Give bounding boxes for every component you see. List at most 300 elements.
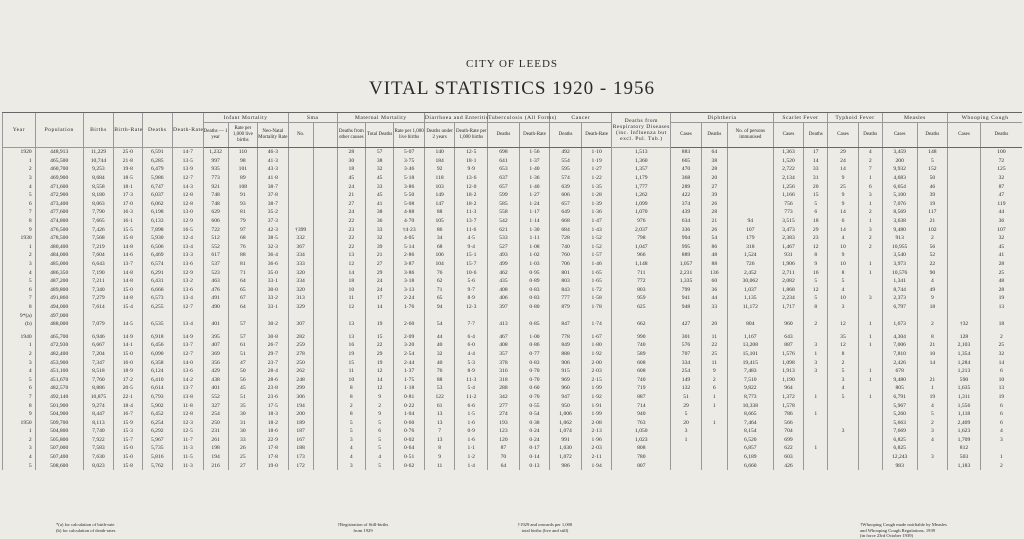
table-row [3,341,1023,350]
year-cell: 7 [3,208,36,217]
data-cell: 11·3 [455,375,488,384]
data-cell: 13 [424,436,455,445]
data-cell: 1·96 [581,436,612,445]
data-cell: 25 [701,350,727,359]
data-cell: 5 [337,427,365,436]
data-cell: 7,211 [83,277,114,286]
data-cell [288,200,313,209]
data-cell: 5,735 [142,444,173,453]
data-cell: 3 [828,427,859,436]
data-cell: 8·9 [455,294,488,303]
data-cell: 11·2 [455,393,488,402]
data-cell: 1·47 [581,217,612,226]
data-cell [804,384,828,393]
data-cell: 38 [366,157,394,166]
data-cell: 558 [488,208,520,217]
data-cell: 18 [804,217,828,226]
data-cell: 552 [203,243,228,252]
data-cell: 4 [828,234,859,243]
data-cell: 0·9 [455,427,488,436]
data-cell: 122 [424,393,455,402]
year-cell: 9 [3,410,36,419]
data-cell: 329 [288,303,313,312]
year-cell: 8 [3,401,36,410]
data-cell: 921 [203,182,228,191]
data-cell: 45 [366,174,394,183]
data-cell: 714 [612,401,671,410]
data-cell: 6,431 [142,277,173,286]
data-cell: 7·7 [455,320,488,329]
data-cell: 13·8 [173,393,204,402]
data-cell: 798 [612,234,671,243]
year-cell: 2 [3,251,36,260]
data-cell: 27 [337,200,365,209]
year-cell: 2 [3,436,36,445]
data-cell: 20 [701,320,727,329]
data-cell: 342 [488,393,520,402]
data-cell: 64 [228,277,257,286]
data-cell: 13·7 [114,260,142,269]
footnote-line: (b) for calculation of death-rates [56,527,116,533]
data-cell: 777 [550,294,582,303]
data-cell: 20·5 [114,384,142,393]
data-cell: 18·1 [455,157,488,166]
data-cell: 966 [612,251,671,260]
year-cell: 1940 [3,332,36,341]
data-cell: 179 [727,234,773,243]
year-cell: 1 [3,341,36,350]
data-cell: 6,797 [882,303,917,312]
data-cell: 773 [203,174,228,183]
data-cell: 13·4 [173,320,204,329]
col-header: Deaths [858,123,882,148]
data-cell [313,320,337,329]
data-cell: 653 [488,165,520,174]
footnote-whooping-cough [860,522,1010,539]
data-cell: 12 [366,367,394,376]
data-cell: 14 [366,303,394,312]
data-cell: 254 [203,410,228,419]
data-cell: 533 [488,234,520,243]
group-measles: Measles [882,113,947,123]
footnote-total-births [510,522,580,533]
data-cell: 2,409 [948,418,981,427]
data-cell: 8,569 [882,208,917,217]
data-cell: 8,518 [83,367,114,376]
data-cell: 5·3 [455,358,488,367]
data-cell: 8,744 [882,286,917,295]
data-cell: 6,535 [142,320,173,329]
year-cell: (b) [3,320,36,329]
data-cell: 17·2 [114,375,142,384]
data-cell: 23 [804,234,828,243]
year-cell: 2 [3,165,36,174]
city-heading: CITY OF LEEDS [465,58,559,70]
data-cell: 148 [917,148,948,157]
data-cell: 2 [858,208,882,217]
data-cell: 29 [828,148,859,157]
data-cell: 1,284 [948,358,981,367]
data-cell: 8 [337,410,365,419]
data-cell [313,358,337,367]
data-cell: 760 [550,251,582,260]
data-cell [858,384,882,393]
data-cell: 486,350 [35,268,83,277]
data-cell: 32 [980,234,1022,243]
data-cell: 1·37 [394,367,425,376]
data-cell: 54 [701,234,727,243]
table-row [3,358,1023,367]
data-cell: 11 [337,294,365,303]
data-cell: 504,900 [35,410,83,419]
data-cell: 0·02 [394,436,425,445]
data-cell: 1,070 [612,208,671,217]
data-cell: †32 [948,320,981,329]
data-cell: 15·0 [114,350,142,359]
data-cell: 320 [288,268,313,277]
data-cell: 678 [882,367,917,376]
table-row [3,286,1023,295]
data-cell: 17·3 [114,191,142,200]
data-cell: 1·67 [581,332,612,341]
data-cell: 11·3 [173,444,204,453]
data-cell: 13·7 [455,217,488,226]
data-cell: 25 [980,268,1022,277]
data-cell [313,208,337,217]
data-cell: 707 [671,350,702,359]
data-cell: 1·75 [394,375,425,384]
data-cell [313,410,337,419]
data-cell: 1·6 [455,418,488,427]
data-cell: 369 [203,350,228,359]
data-cell: 5·07 [394,148,425,157]
data-cell: 9 [366,393,394,402]
data-cell: 38·5 [258,234,289,243]
data-cell: 29·7 [258,350,289,359]
data-cell: 32 [366,165,394,174]
data-cell: 6 [828,217,859,226]
data-cell: 1,578 [773,401,804,410]
data-cell: 0·81 [394,393,425,402]
data-cell: 8,447 [83,410,114,419]
data-cell: 621 [488,225,520,234]
data-cell: 969 [550,375,582,384]
data-cell: 87 [488,444,520,453]
data-cell: 356 [203,358,228,367]
data-cell: 507,400 [35,453,83,462]
data-cell [313,157,337,166]
data-cell: 2 [337,401,365,410]
data-cell: 334 [288,251,313,260]
data-cell [727,157,773,166]
data-cell [83,311,114,320]
data-cell: 88 [701,260,727,269]
data-cell: 585 [488,200,520,209]
table-row [3,234,1023,243]
data-cell: 18·1 [114,182,142,191]
data-cell: 32 [424,350,455,359]
data-cell: 0·89 [519,277,550,286]
col-header: No. of persons immunised [727,123,773,148]
data-cell: 1·57 [581,251,612,260]
data-cell: 0·17 [519,444,550,453]
data-cell: 427 [671,320,702,329]
col-population: Population [35,113,83,148]
data-cell: 149 [671,375,702,384]
data-cell: 48 [980,277,1022,286]
data-cell: 1,167 [727,332,773,341]
data-cell: 140 [424,148,455,157]
data-cell: 22 [917,260,948,269]
data-cell: 509,700 [35,418,83,427]
data-cell: 10 [828,243,859,252]
data-cell [858,436,882,445]
data-cell: 3·87 [394,260,425,269]
data-cell [948,157,981,166]
data-cell: 2,103 [948,341,981,350]
data-cell [313,217,337,226]
data-cell: 12·9 [173,268,204,277]
data-cell: 1 [804,410,828,419]
data-cell [948,182,981,191]
data-cell: 5 [366,436,394,445]
data-cell: 105 [424,217,455,226]
data-cell: 6 [980,367,1022,376]
group-maternal-mortality: Maternal Mortality [337,113,424,123]
table-row [3,436,1023,445]
data-cell: 9 [701,367,727,376]
table-header [3,113,1023,148]
table-row [3,461,1023,470]
data-cell: 4·05 [394,234,425,243]
data-cell: 24 [366,277,394,286]
data-cell: 65 [424,294,455,303]
data-cell: 15·9 [114,418,142,427]
data-cell: 22 [337,243,365,252]
data-cell: 39 [366,243,394,252]
data-cell: 194 [288,401,313,410]
data-cell: 18·2 [455,191,488,200]
data-cell: 493 [488,251,520,260]
footnote-line: †Whooping Cough made notifiable by Measles [860,522,947,527]
data-cell: 67 [228,294,257,303]
data-cell: 470 [671,165,702,174]
data-cell: 1,360 [612,157,671,166]
data-cell: 15·7 [455,260,488,269]
data-cell: 589 [612,350,671,359]
data-cell: 0·95 [519,268,550,277]
data-cell [313,234,337,243]
data-cell [858,444,882,453]
data-cell: 639 [550,182,582,191]
data-cell: 18·2 [258,418,289,427]
data-cell: 0·70 [519,367,550,376]
data-cell: 12·7 [173,350,204,359]
data-cell: 35 [828,332,859,341]
data-cell: 3,540 [882,251,917,260]
data-cell: 6,643 [83,260,114,269]
year-cell: 4 [3,367,36,376]
data-cell: 56 [917,243,948,252]
data-cell: 92 [424,165,455,174]
data-cell: 887 [773,341,804,350]
data-cell: 5 [917,157,948,166]
data-cell: 2 [858,157,882,166]
data-cell: 30 [228,427,257,436]
data-cell: 14·2 [173,375,204,384]
data-cell: 773 [773,208,804,217]
col-header [313,123,337,148]
data-cell: 10 [980,375,1022,384]
data-cell: 29 [804,225,828,234]
data-cell: 997 [203,157,228,166]
data-cell: 33 [366,225,394,234]
data-cell: 10 [828,294,859,303]
data-cell: 608 [612,367,671,376]
year-cell: 9 [3,225,36,234]
data-cell: 1·40 [519,182,550,191]
data-cell: 318 [488,375,520,384]
data-cell: 6,285 [142,157,173,166]
data-cell: 8 [337,384,365,393]
data-cell: 803 [550,277,582,286]
data-cell: 906 [550,358,582,367]
data-cell: 0·77 [519,350,550,359]
data-cell: 740 [612,375,671,384]
data-cell: 64 [701,148,727,157]
data-cell: 51 [228,350,257,359]
data-cell: 889 [671,251,702,260]
data-cell [366,311,394,320]
data-cell: 6,124 [142,367,173,376]
data-cell: 15·4 [114,303,142,312]
data-cell: 490 [203,303,228,312]
data-cell: 0·13 [519,461,550,470]
data-cell: 8,023 [83,461,114,470]
data-cell: 30·2 [258,320,289,329]
data-cell: 1·27 [519,191,550,200]
data-cell: 19 [366,358,394,367]
data-cell: 40 [424,341,455,350]
data-cell: 27 [366,260,394,269]
data-cell: 13 [424,418,455,427]
data-cell: 1,190 [773,375,804,384]
data-cell: 90 [917,268,948,277]
data-cell: 17·8 [258,453,289,462]
data-cell: 2·00 [581,358,612,367]
data-cell: 14 [828,208,859,217]
data-cell: 64 [488,461,520,470]
year-cell: 6 [3,200,36,209]
data-cell: 9 [366,410,394,419]
data-cell: 13·5 [173,157,204,166]
data-cell: 15 [366,332,394,341]
data-cell: 11 [701,332,727,341]
data-cell: 93 [228,200,257,209]
data-cell: 480,400 [35,243,83,252]
data-cell: 89 [228,174,257,183]
data-cell [142,311,173,320]
data-cell: 200 [288,410,313,419]
data-cell: 1·52 [581,243,612,252]
year-cell: 4 [3,182,36,191]
data-cell: 15 [337,358,365,367]
data-cell [313,453,337,462]
data-cell: 7,810 [882,350,917,359]
data-cell: 193 [488,418,520,427]
data-cell: 1·30 [519,225,550,234]
data-cell: 38·7 [258,200,289,209]
data-cell: 1,372 [773,393,804,402]
data-cell: 5·08 [394,200,425,209]
data-cell: 2 [917,234,948,243]
data-cell [488,311,520,320]
data-cell: 7,669 [882,427,917,436]
data-cell: 1·10 [581,148,612,157]
data-cell [948,286,981,295]
data-cell: 5 [337,418,365,427]
data-cell: 15·5 [114,225,142,234]
data-cell: 6,255 [142,303,173,312]
data-cell: 37·3 [258,217,289,226]
data-cell: 21 [366,251,394,260]
data-cell: 20 [701,174,727,183]
data-cell: 7,079 [83,320,114,329]
data-cell: 3 [804,358,828,367]
data-cell: 9,822 [727,384,773,393]
data-cell: 1,513 [612,148,671,157]
data-cell: 537 [203,260,228,269]
data-cell: 374 [671,200,702,209]
table-row [3,367,1023,376]
data-cell [313,350,337,359]
data-cell: 726 [727,260,773,269]
data-cell: 5 [804,200,828,209]
data-cell: 22 [337,217,365,226]
data-cell: 499 [488,260,520,269]
data-cell: 289 [671,182,702,191]
data-cell: 107 [727,225,773,234]
data-cell: 3·86 [394,268,425,277]
col-header: Deaths [980,123,1022,148]
data-cell: 991 [550,436,582,445]
col-header: Deaths [804,123,828,148]
data-cell: 0·83 [519,286,550,295]
data-cell: 33·1 [258,277,289,286]
data-cell: 9 [804,260,828,269]
data-cell: 14·9 [173,332,204,341]
group-diarrhoea: Diarrhoea and Enteritis [424,114,489,121]
year-cell: 4 [3,453,36,462]
data-cell: 2 [858,234,882,243]
year-cell: 8 [3,303,36,312]
table-row [3,427,1023,436]
data-cell: 643 [773,332,804,341]
data-cell [727,200,773,209]
data-cell: 128 [948,332,981,341]
col-deaths: Deaths [142,113,173,148]
data-cell: 451,670 [35,375,83,384]
data-cell [858,401,882,410]
data-cell: 3 [828,303,859,312]
data-cell [858,427,882,436]
table-row [3,225,1023,234]
col-respiratory: Deaths from Respiratory Diseases (inc. Influenza but excl. Pul. Tub.) [612,113,671,148]
data-cell [288,157,313,166]
data-cell: 91 [228,191,257,200]
data-cell [701,461,727,470]
year-cell: 1950 [3,418,36,427]
